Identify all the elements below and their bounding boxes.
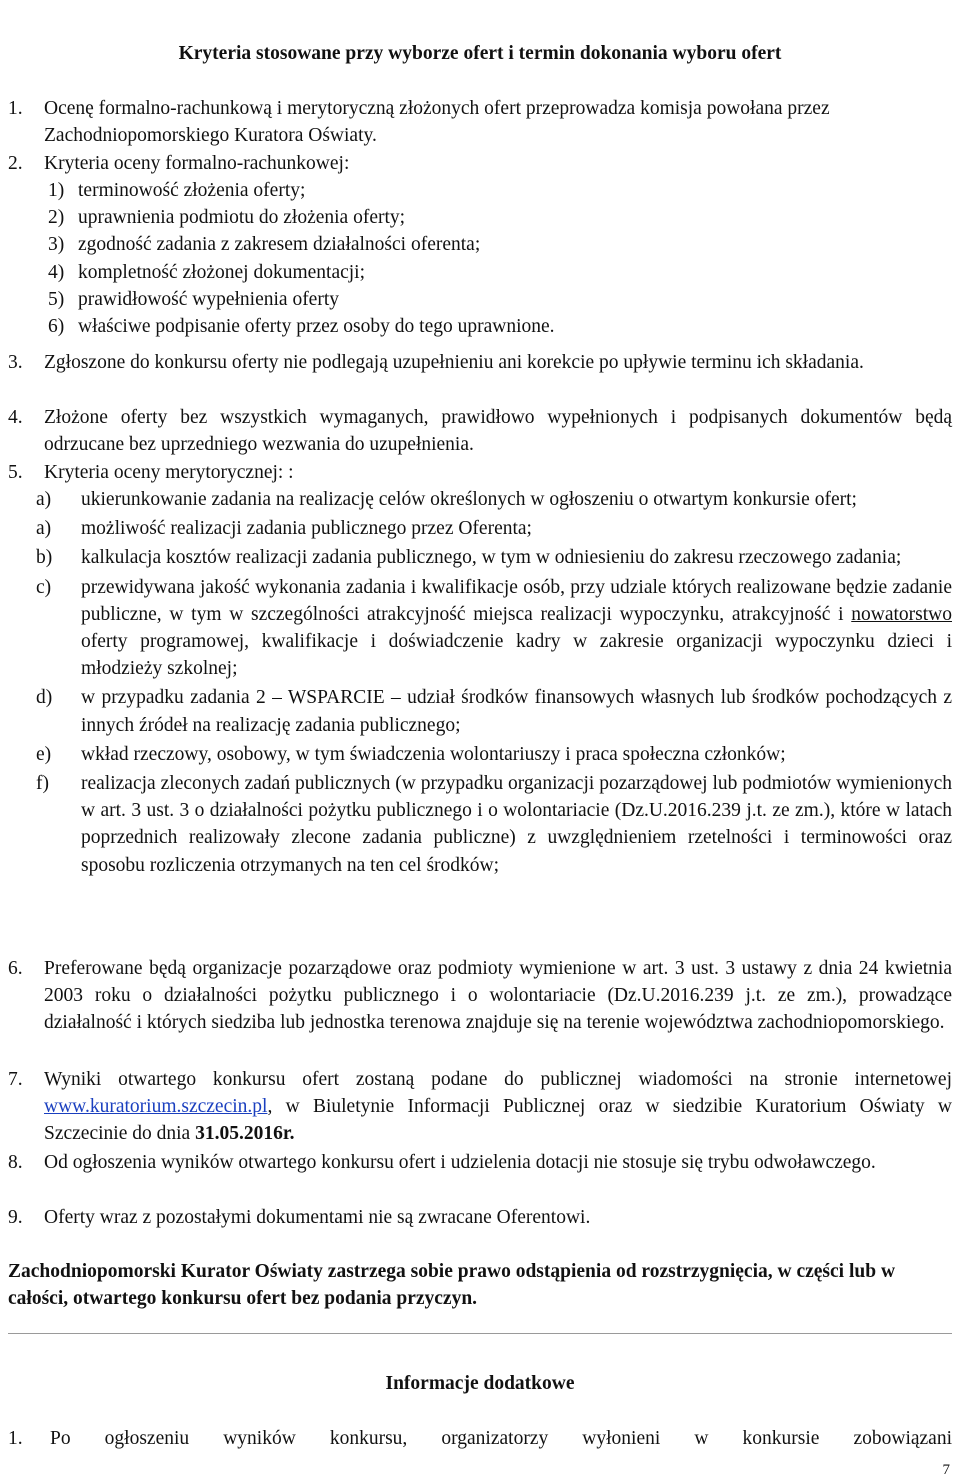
- list-item: [8, 1066, 952, 1148]
- criteria-item: [36, 770, 952, 879]
- criteria-letter: b): [36, 547, 53, 569]
- item-text: Oferty wraz z pozostałymi dokumentami nie są zwracane Oferentowi.: [44, 1207, 591, 1228]
- criteria-text: właściwe podpisanie oferty przez osoby do tego uprawnione.: [78, 316, 555, 338]
- item-text: Kryteria oceny formalno-rachunkowej:: [44, 153, 350, 174]
- list-item: [8, 1204, 952, 1231]
- criteria-item: [36, 574, 952, 683]
- criteria-text: uprawnienia podmiotu do złożenia oferty;: [78, 207, 406, 229]
- criteria-text: prawidłowość wypełnienia oferty: [78, 288, 340, 310]
- criteria-letter: c): [36, 576, 52, 598]
- criteria-item: [36, 741, 952, 768]
- criteria-text: w przypadku zadania 2 – WSPARCIE – udział środków finansowych własnych lub środków pochodzących z innych źródeł na realizację zadania publicznego;: [81, 687, 952, 736]
- item-number: 5.: [8, 462, 23, 483]
- criteria-item: [48, 313, 928, 340]
- criteria-text: możliwość realizacji zadania publicznego przez Oferenta;: [81, 518, 532, 540]
- additional-info-title: Informacje dodatkowe: [385, 1373, 575, 1394]
- criteria-number: 5): [48, 288, 65, 310]
- criteria-text: terminowość złożenia oferty;: [78, 180, 306, 201]
- item-text: Ocenę formalno-rachunkową i merytoryczną złożonych ofert przeprowadza komisja powołana przez Zachodniopomorskiego Kuratora Oświaty.: [44, 98, 830, 147]
- criteria-item: [48, 204, 928, 231]
- item-number: 6.: [8, 958, 23, 979]
- website-link[interactable]: www.kuratorium.szczecin.pl: [44, 1096, 268, 1118]
- criteria-number: 4): [48, 261, 65, 283]
- item-number: 4.: [8, 407, 23, 428]
- formal-criteria-list: [48, 177, 928, 340]
- criteria-text: przewidywana jakość wykonania zadania i kwalifikacje osób, przy udziale których realizowane będzie zadanie publiczne, w tym w szczególności atrakcyjność miejsca realizacji wypoczynku, atrakcyjność i nowatorstwo oferty programowej, kwalifikacje i doświadczenie kadry w zakresie organizacji wypoczynku dzieci i młodzieży szkolnej;: [81, 576, 952, 680]
- item-number: 8.: [8, 1152, 23, 1173]
- item-number: 2.: [8, 153, 23, 174]
- item-text: Zgłoszone do konkursu oferty nie podlegają uzupełnieniu ani korekcie po upływie terminu ich składania.: [44, 352, 864, 373]
- list-item: [8, 1149, 952, 1176]
- item-text: Preferowane będą organizacje pozarządowe oraz podmioty wymienione w art. 3 ust. 3 ustawy z dnia 24 kwietnia 2003 roku o działalności pożytku publicznego i o wolontariacie (Dz.U.2016.239 j.t. ze zm.), prowadzące działalność i których siedziba lub jednostka terenowa znajduje się na terenie województwa zachodniopomorskiego.: [44, 958, 952, 1034]
- item-text: Wyniki otwartego konkursu ofert zostaną podane do publicznej wiadomości na stronie internetowej www.kuratorium.szczecin.pl, w Biuletynie Informacji Publicznej oraz w siedzibie Kuratorium Oświaty w Szczecinie do dnia 31.05.2016r.: [44, 1069, 952, 1145]
- criteria-letter: e): [36, 743, 52, 765]
- item-number: 1.: [8, 1428, 23, 1449]
- criteria-text: kompletność złożonej dokumentacji;: [78, 261, 366, 283]
- reservation-notice: Zachodniopomorski Kurator Oświaty zastrzega sobie prawo odstąpienia od rozstrzygnięcia, w części lub w całości, otwartego konkursu ofert bez podania przyczyn.: [8, 1261, 896, 1310]
- criteria-number: 6): [48, 316, 65, 338]
- criteria-item: [48, 286, 928, 313]
- list-item: [8, 1425, 952, 1452]
- criteria-text: ukierunkowanie zadania na realizację celów określonych w ogłoszeniu o otwartym konkursie ofert;: [81, 489, 857, 510]
- criteria-text: kalkulacja kosztów realizacji zadania publicznego, w tym w odniesieniu do zakresu rzeczowego zadania;: [81, 547, 902, 569]
- item-text: Kryteria oceny merytorycznej: :: [44, 462, 294, 483]
- criteria-item: [48, 259, 928, 286]
- item-number: 7.: [8, 1069, 23, 1090]
- criteria-item: [48, 231, 928, 258]
- deadline-date: 31.05.2016r.: [195, 1123, 295, 1145]
- list-item: [8, 459, 952, 486]
- criteria-item: [36, 544, 952, 571]
- criteria-letter: a): [36, 518, 52, 540]
- item-number: 3.: [8, 352, 23, 373]
- merit-criteria-list: [36, 486, 952, 879]
- item-text: Po ogłoszeniu wyników konkursu, organizatorzy wyłonieni w konkursie zobowiązani: [50, 1428, 952, 1449]
- item-text: Od ogłoszenia wyników otwartego konkursu ofert i udzielenia dotacji nie stosuje się trybu odwoławczego.: [44, 1152, 876, 1173]
- criteria-text: wkład rzeczowy, osobowy, w tym świadczenia wolontariuszy i praca społeczna członków;: [81, 743, 786, 765]
- list-item: [8, 404, 952, 458]
- criteria-item: [48, 177, 928, 204]
- criteria-letter: a): [36, 489, 52, 510]
- list-item: [8, 955, 952, 1037]
- criteria-text: zgodność zadania z zakresem działalności oferenta;: [78, 234, 481, 256]
- item-number: 9.: [8, 1207, 23, 1228]
- list-item: [8, 150, 952, 177]
- criteria-number: 3): [48, 234, 65, 256]
- criteria-item: [36, 515, 952, 542]
- criteria-text: realizacja zleconych zadań publicznych (w przypadku organizacji pozarządowej lub podmiotów wymienionych w art. 3 ust. 3 o działalności pożytku publicznego i o wolontariacie (Dz.U.2016.239 j.t. ze zm.), które w latach poprzednich realizowały zlecone zadania publiczne) z uwzględnieniem rzetelności i terminowości oraz sposobu rozliczenia otrzymanych na ten cel środków;: [81, 773, 952, 876]
- criteria-number: 1): [48, 180, 65, 201]
- divider: [8, 1333, 952, 1334]
- item-number: 1.: [8, 98, 23, 119]
- list-item: [8, 349, 952, 376]
- page-number: 7: [942, 1462, 950, 1478]
- list-item: [8, 95, 952, 149]
- criteria-letter: f): [36, 773, 49, 795]
- criteria-number: 2): [48, 207, 65, 229]
- item-text: Złożone oferty bez wszystkich wymaganych, prawidłowo wypełnionych i podpisanych dokumentów będą odrzucane bez uprzedniego wezwania do uzupełnienia.: [44, 407, 952, 456]
- criteria-item: [36, 486, 952, 513]
- section-title: Kryteria stosowane przy wyborze ofert i termin dokonania wyboru ofert: [178, 43, 782, 64]
- criteria-item: [36, 684, 952, 738]
- underlined-word: nowatorstwo: [851, 603, 952, 625]
- criteria-letter: d): [36, 687, 53, 709]
